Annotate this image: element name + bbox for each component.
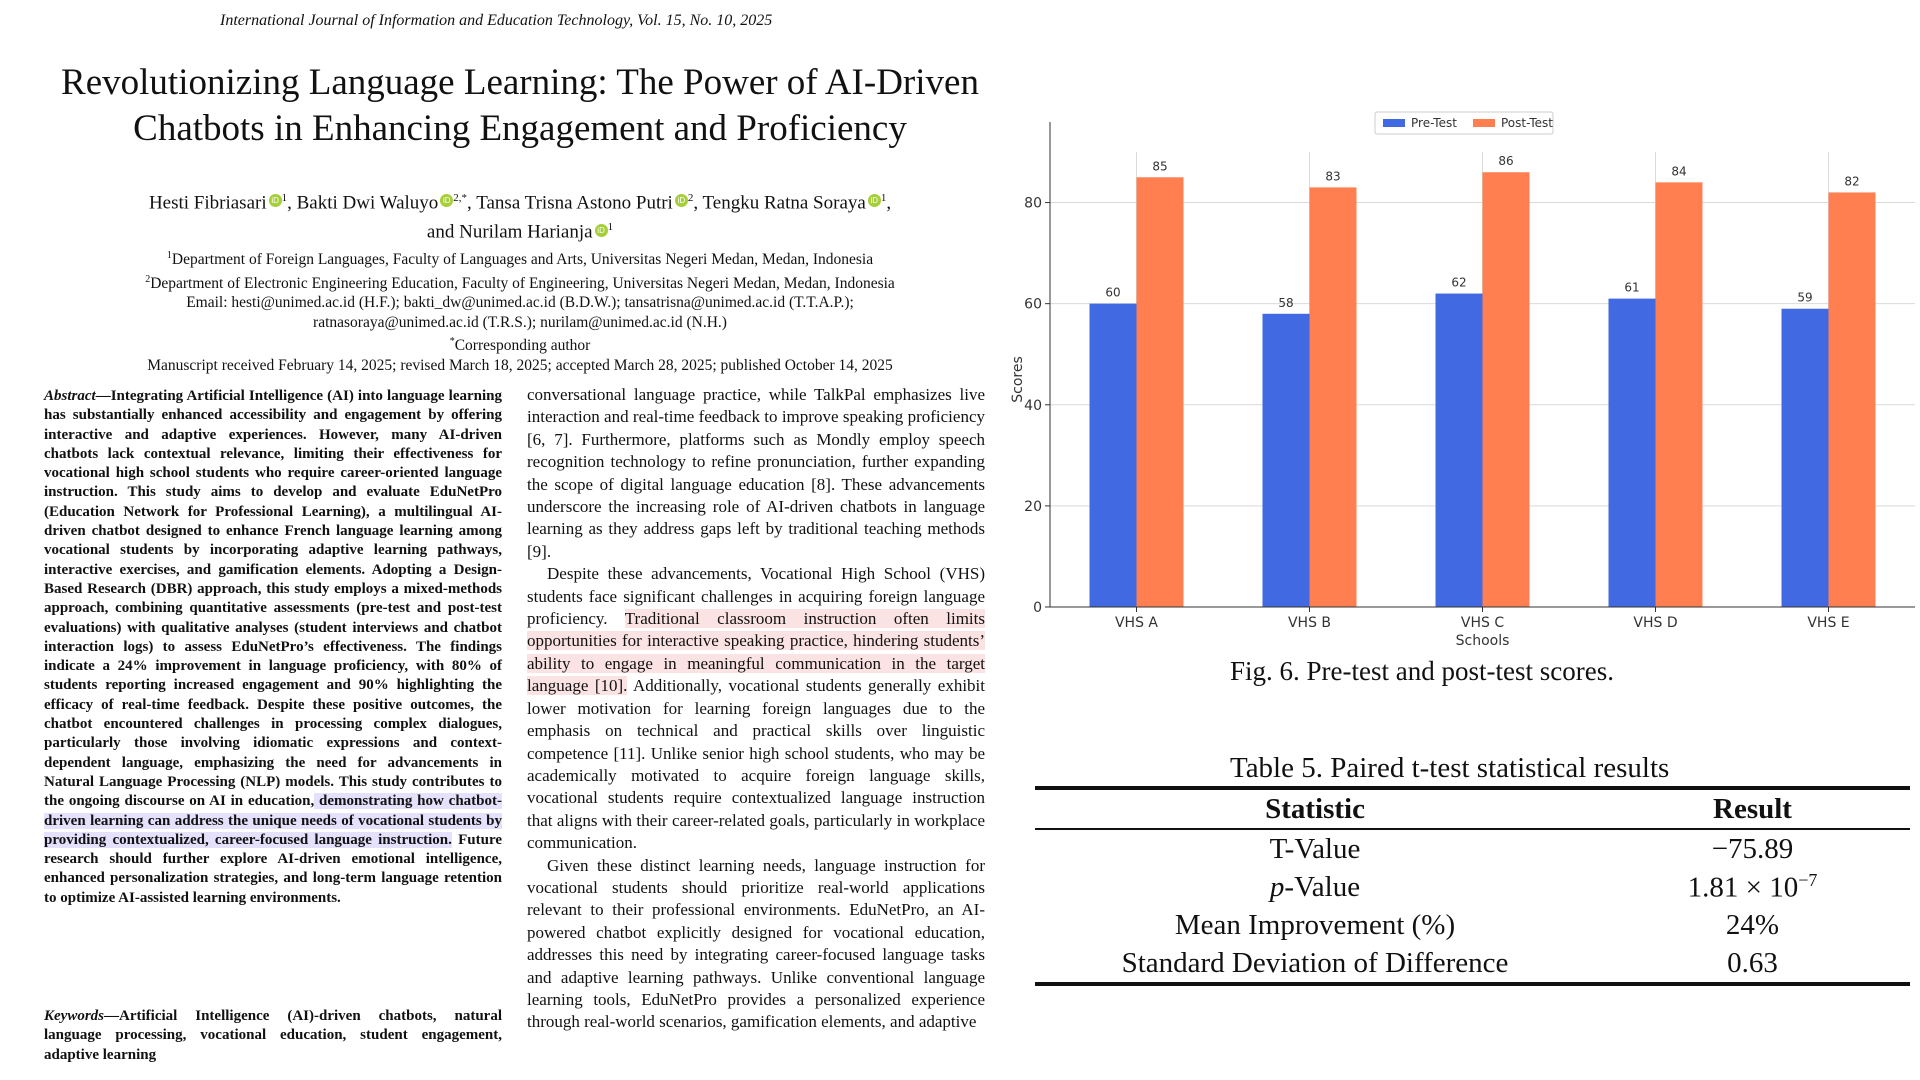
author-conjunction: and	[426, 221, 460, 243]
table-row	[1035, 829, 1910, 868]
keywords-text: —Artificial Intelligence (AI)-driven chatbots, natural language processing, vocational education, student engagement, adaptive learning	[44, 1008, 502, 1063]
table-cell-text: -Value	[1284, 870, 1361, 903]
bar-post-test	[1310, 187, 1357, 607]
data-label: 58	[1278, 295, 1294, 310]
x-tick-label: VHS C	[1460, 615, 1505, 631]
table-header-cell: Statistic	[1035, 788, 1595, 829]
bar-post-test	[1656, 182, 1703, 607]
table-title: Table 5. Paired t-test statistical results	[1230, 752, 1670, 784]
bar-pre-test	[1090, 304, 1137, 607]
keywords-label: Keywords	[44, 1008, 104, 1024]
data-label: 83	[1325, 169, 1341, 184]
data-label: 85	[1152, 159, 1168, 174]
bar-post-test	[1829, 192, 1876, 607]
bar-pre-test	[1782, 309, 1829, 607]
figure-caption: Fig. 6. Pre-test and post-test scores.	[1230, 656, 1614, 686]
body-paragraph: conversational language practice, while TalkPal emphasizes live interaction and real-time feedback to improve speaking proficiency [6, 7]. Furthermore, platforms such as Mondly employ speech recognition technology to refine pronunciation, further expanding the scope of digital language education [8]. These advancements underscore the increasing role of AI-driven chatbots in language learning as they address gaps left by traditional teaching methods [9].	[527, 385, 985, 561]
affiliation-marker: 1	[166, 250, 172, 261]
data-label: 61	[1624, 280, 1640, 295]
table-cell	[1035, 868, 1595, 906]
table-cell: 0.63	[1595, 944, 1910, 984]
affiliation-1: Department of Foreign Languages, Faculty of Languages and Arts, Universitas Negeri Medan, Medan, Indonesia	[171, 251, 874, 269]
author-name: Tansa Trisna Astono Putri	[476, 192, 673, 214]
body-column	[527, 384, 985, 1034]
affiliations	[30, 246, 1010, 375]
body-highlight: Traditional classroom instruction often limits opportunities for interactive speaking practice, hindering students’ ability to engage in meaningful communication in the target language [10].	[527, 609, 985, 696]
orcid-icon[interactable]: iD	[868, 194, 881, 207]
journal-header: International Journal of Information and Education Technology, Vol. 15, No. 10, 2025	[220, 12, 773, 29]
x-tick-label: VHS A	[1114, 615, 1159, 631]
legend-swatch	[1383, 119, 1405, 127]
x-tick-label: VHS B	[1287, 615, 1332, 631]
bar-pre-test	[1263, 314, 1310, 607]
y-tick-label: 40	[1024, 397, 1042, 414]
author-affiliation-marker: 1	[607, 221, 614, 234]
y-tick-label: 20	[1024, 498, 1042, 515]
paper-title	[30, 60, 1010, 152]
legend-swatch	[1473, 119, 1495, 127]
body-paragraph	[527, 563, 985, 854]
abstract-text: —Integrating Artificial Intelligence (AI) into language learning has substantially enhanced accessibility and engagement by offering interactive and adaptive experiences. However, many AI-driven chatbots lack contextual relevance, limiting their effectiveness for vocational high school students who require career-oriented language instruction. This study aims to develop and evaluate EduNetPro (Education Network for Professional Learning), a multilingual AI-driven chatbot designed to enhance French language learning among vocational students by incorporating adaptive learning pathways, interactive exercises, and gamification elements. Adopting a Design-Based Research (DBR) approach, this study employs a mixed-methods approach, combining quantitative assessments (pre-test and post-test evaluations) with qualitative analyses (student interviews and chatbot interaction logs) to assess EduNetPro’s effectiveness. The findings indicate a 24% improvement in language proficiency, with 80% of students reporting increased engagement and 90% highlighting the efficacy of real-time feedback. Despite these positive outcomes, the chatbot encountered challenges in processing complex dialogues, particularly those involving idiomatic expressions and context-dependent language, emphasizing the need for advancements in Natural Language Processing (NLP) models. This study contributes to the ongoing discourse on AI in education,	[44, 388, 502, 810]
author-affiliation-marker: 1	[281, 192, 288, 204]
author-name: Hesti Fibriasari	[148, 192, 267, 214]
table-cell: T-Value	[1269, 832, 1361, 865]
table-cell-italic: p	[1269, 870, 1285, 903]
data-label: 82	[1844, 174, 1860, 189]
y-tick-label: 60	[1024, 296, 1042, 313]
bar-pre-test	[1436, 294, 1483, 607]
author-name: Bakti Dwi Waluyo	[296, 192, 439, 214]
author-affiliation-marker: 2,*	[453, 192, 468, 204]
stats-table	[1035, 786, 1910, 986]
affiliation-2: Department of Electronic Engineering Education, Faculty of Engineering, Universitas Negeri Medan, Medan, Indonesia	[150, 274, 895, 292]
data-label: 59	[1797, 290, 1813, 305]
author-affiliation-marker: 2	[687, 192, 694, 204]
y-tick-label: 80	[1024, 195, 1042, 212]
data-label: 62	[1451, 275, 1467, 290]
y-axis-label: Scores	[1010, 356, 1026, 403]
author-list: Hesti Fibriasari iD $^1$, Bakti Dwi Waluyo iD $^{2,*}$, Tansa Trisna Astono Putri iD $^2$, Tengku Ratna Soraya iD $^1$, and Nurilam Harianja iD $^1$	[148, 192, 892, 243]
keywords	[44, 1007, 502, 1065]
abstract	[44, 387, 502, 908]
table-cell: Standard Deviation of Difference	[1035, 944, 1595, 984]
orcid-icon[interactable]: iD	[595, 224, 608, 237]
affiliation-marker: 2	[145, 273, 151, 285]
bar-post-test	[1483, 172, 1530, 607]
author-name: Tengku Ratna Soraya	[702, 192, 866, 214]
table-cell	[1595, 868, 1910, 906]
author-name: Nurilam Harianja	[459, 221, 593, 243]
chart-svg	[1000, 110, 1920, 660]
table-header-cell: Result	[1595, 788, 1910, 829]
title-line-1: Revolutionizing Language Learning: The Power of AI-Driven	[61, 62, 979, 103]
table-cell: 24%	[1725, 908, 1780, 941]
body-text: Additionally, vocational students generally exhibit lower motivation for learning foreign languages due to the emphasis on technical and practical skills over linguistic competence [11]. Unlike senior high school students, who may be academically motivated to acquire foreign language skills, vocational students require contextualized language instruction that aligns with their career-related goals, particularly in workplace communication.	[527, 676, 985, 853]
abstract-text-end: Future research should further explore AI-driven emotional intelligence, enhanced personalization strategies, and long-term language retention to optimize AI-assisted learning environments.	[44, 831, 502, 906]
table-cell: Mean Improvement (%)	[1174, 908, 1456, 941]
x-axis-label: Schools	[1455, 633, 1510, 649]
table-cell-exponent: −7	[1798, 869, 1818, 890]
data-label: 60	[1105, 285, 1121, 300]
x-tick-label: VHS D	[1633, 615, 1678, 631]
email-line-1: Email: hesti@unimed.ac.id (H.F.); bakti_dw@unimed.ac.id (B.D.W.); tansatrisna@unimed.ac.id (T.T.A.P.);	[186, 294, 854, 312]
data-label: 84	[1671, 164, 1687, 179]
orcid-icon[interactable]: iD	[269, 194, 282, 207]
table-row	[1035, 868, 1910, 906]
corresponding-marker: *	[449, 336, 455, 348]
corresponding-author: Corresponding author	[454, 337, 591, 355]
orcid-icon[interactable]: iD	[440, 194, 453, 207]
table-cell-text: 1.81 × 10	[1687, 871, 1799, 904]
table-cell: −75.89	[1711, 832, 1794, 865]
orcid-icon[interactable]: iD	[675, 194, 688, 207]
x-tick-label: VHS E	[1807, 615, 1850, 631]
table-header-row	[1035, 788, 1910, 829]
author-affiliation-marker: 1	[880, 192, 887, 204]
bar-pre-test	[1609, 299, 1656, 607]
y-tick-label: 0	[1033, 600, 1042, 616]
email-line-2: ratnasoraya@unimed.ac.id (T.R.S.); nurilam@unimed.ac.id (N.H.)	[313, 313, 727, 331]
bar-chart	[1000, 110, 1920, 660]
legend-label: Post-Test	[1501, 116, 1553, 130]
table-row	[1035, 944, 1910, 984]
table-row	[1035, 906, 1910, 944]
legend-label: Pre-Test	[1411, 116, 1457, 130]
bar-post-test	[1137, 177, 1184, 607]
title-line-2: Chatbots in Enhancing Engagement and Proficiency	[133, 108, 907, 149]
manuscript-dates: Manuscript received February 14, 2025; revised March 18, 2025; accepted March 28, 2025; published October 14, 2025	[147, 356, 893, 374]
body-paragraph: Given these distinct learning needs, language instruction for vocational students should prioritize real-world applications relevant to their professional environments. EduNetPro, an AI-powered chatbot explicitly designed for vocational education, addresses this need by integrating career-focused language tasks and adaptive learning pathways. Unlike conventional language learning tools, EduNetPro provides a personalized experience through real-world scenarios, gamification elements, and adaptive	[527, 855, 985, 1032]
body-text: Despite these advancements, Vocational High School (VHS) students face significant challenges in acquiring foreign language proficiency.	[527, 564, 985, 629]
abstract-highlight: demonstrating how chatbot-driven learning can address the unique needs of vocational students by providing contextualized, career-focused language instruction.	[44, 793, 502, 848]
abstract-label: Abstract	[44, 388, 96, 404]
data-label: 86	[1498, 154, 1514, 169]
